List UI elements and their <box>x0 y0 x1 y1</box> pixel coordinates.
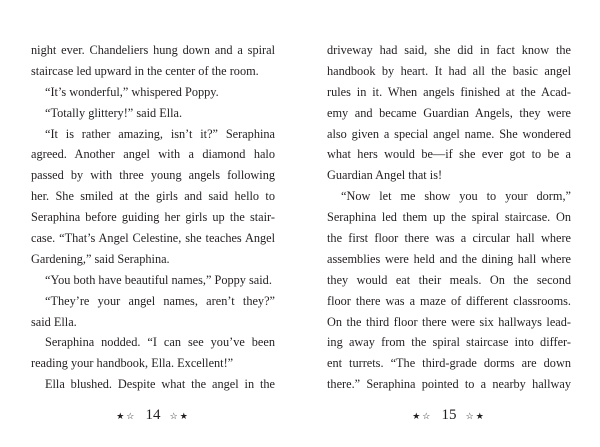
text-line: Ella blushed. Despite what the angel in the <box>45 377 275 392</box>
text-line: staircase led upward in the center of the room. <box>31 63 259 78</box>
text-line: “Now let me show you to your dorm,” <box>341 189 571 204</box>
text-line: ing away from the spiral staircase into differ- <box>327 335 571 350</box>
text-line: “You both have beautiful names,” Poppy said. <box>45 272 272 287</box>
folio-stars-before: ★☆ <box>116 411 137 421</box>
text-line: “It’s wonderful,” whispered Poppy. <box>45 84 219 99</box>
text-line: floor there was a maze of different classrooms. <box>327 293 571 308</box>
text-line: rules in it. When angels finished at the Acad- <box>327 84 571 99</box>
text-line: emy and became Guardian Angels, they were <box>327 105 571 120</box>
text-line: what hers would be—if she ever got to be a <box>327 147 571 162</box>
text-line: said Ella. <box>31 314 77 329</box>
text-line: “They’re your angel names, aren’t they?” <box>45 293 275 308</box>
text-line: driveway had said, she did in fact know the <box>327 43 571 57</box>
folio-stars-before: ★☆ <box>412 411 433 421</box>
text-line: reading your handbook, Ella. Excellent!” <box>31 356 234 371</box>
text-line: handbook by heart. It had all the basic angel <box>327 63 571 78</box>
text-line: they would eat their meals. On the second <box>327 272 571 287</box>
folio-stars-after: ☆★ <box>465 411 486 421</box>
right-page-text <box>327 40 571 395</box>
text-line: her. She smiled at the girls and said hello to <box>31 189 275 204</box>
text-line: Guardian Angel that is! <box>327 168 443 183</box>
text-line: night ever. Chandeliers hung down and a spiral <box>31 43 275 57</box>
left-page-text <box>31 40 275 395</box>
text-line: agreed. Another angel with a diamond halo <box>31 147 275 162</box>
text-line: Gardening,” said Seraphina. <box>31 251 170 266</box>
text-line: “It is rather amazing, isn’t it?” Seraphina <box>45 126 275 141</box>
text-line: case. “That’s Angel Celestine, she teaches Angel <box>31 231 275 246</box>
text-line: there.” Seraphina pointed to a nearby hallway <box>327 377 571 392</box>
text-line: “Totally glittery!” said Ella. <box>45 105 183 120</box>
page-number: 14 <box>145 407 161 423</box>
page-number: 15 <box>441 407 457 423</box>
left-page-folio <box>31 407 275 424</box>
text-line: assemblies were held and the dining hall where <box>327 251 571 266</box>
text-line: ent turrets. “The third-grade dorms are down <box>327 356 571 371</box>
text-line: also given a special angel name. She wondered <box>327 126 571 141</box>
text-line: the first floor there was a circular hall where <box>327 231 571 246</box>
text-line: On the third floor there were six hallways lead- <box>327 314 571 329</box>
text-line: Seraphina before guiding her girls up the stair- <box>31 210 275 225</box>
right-page-folio <box>327 407 571 424</box>
text-line: passed by with three young angels following <box>31 168 275 183</box>
text-line: Seraphina led them up the spiral staircase. On <box>327 210 571 225</box>
text-line: Seraphina nodded. “I can see you’ve been <box>45 335 275 350</box>
folio-stars-after: ☆★ <box>169 411 190 421</box>
